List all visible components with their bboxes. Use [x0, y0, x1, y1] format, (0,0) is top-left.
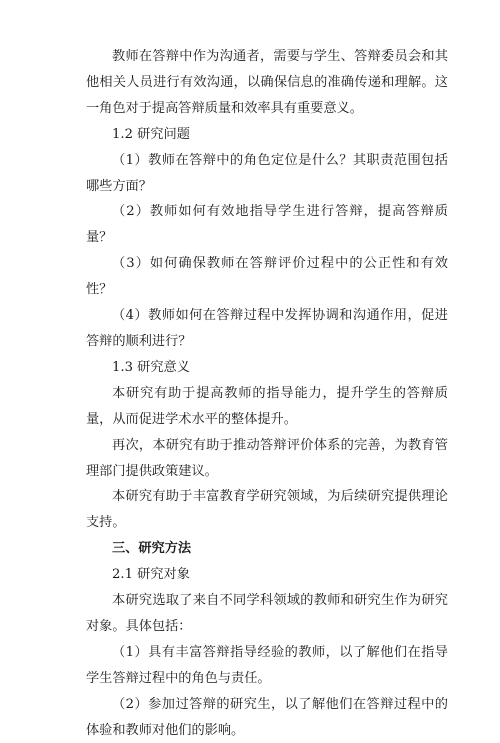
- paragraph-significance-1: 本研究有助于提高教师的指导能力，提升学生的答辩质量，从而促进学术水平的整体提升。: [86, 385, 448, 427]
- paragraph-research-subjects: 本研究选取了来自不同学科领域的教师和研究生作为研究对象。具体包括：: [86, 593, 448, 634]
- research-question-2: （2）教师如何有效地指导学生进行答辩，提高答辩质量？: [86, 204, 448, 246]
- paragraph-significance-3: 本研究有助于丰富教育学研究领域，为后续研究提供理论支持。: [86, 489, 448, 531]
- chapter-heading-methods: 三、研究方法: [112, 541, 192, 557]
- subject-item-2: （2）参加过答辩的研究生，以了解他们在答辩过程中的体验和教师对他们的影响。: [86, 696, 448, 738]
- research-question-1: （1）教师在答辩中的角色定位是什么？其职责范围包括哪些方面？: [86, 152, 448, 194]
- research-question-4: （4）教师如何在答辩过程中发挥协调和沟通作用，促进答辩的顺利进行？: [86, 308, 448, 349]
- section-heading-significance: 1.3 研究意义: [112, 359, 190, 375]
- paragraph-significance-2: 再次，本研究有助于推动答辩评价体系的完善，为教育管理部门提供政策建议。: [86, 437, 448, 479]
- paragraph-communicator-role: 教师在答辩中作为沟通者，需要与学生、答辩委员会和其他相关人员进行有效沟通，以确保信息的准确传递和理解。这一角色对于提高答辩质量和效率具有重要意义。: [86, 49, 448, 116]
- section-heading-research-subjects: 2.1 研究对象: [112, 567, 190, 583]
- subject-item-1: （1）具有丰富答辩指导经验的教师，以了解他们在指导学生答辩过程中的角色与责任。: [86, 644, 448, 686]
- research-question-3: （3）如何确保教师在答辩评价过程中的公正性和有效性？: [86, 256, 448, 298]
- section-heading-research-questions: 1.2 研究问题: [112, 126, 190, 142]
